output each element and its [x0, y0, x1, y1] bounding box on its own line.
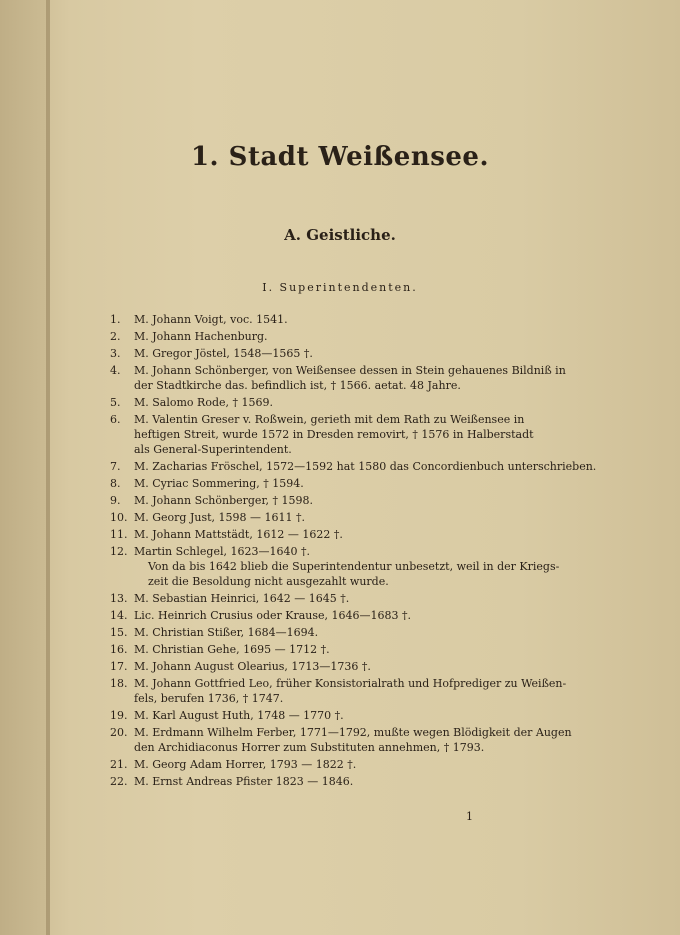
- entry-text: M. Georg Adam Horrer, 1793 — 1822 †.: [134, 758, 357, 771]
- entry-number: 9.: [110, 494, 121, 507]
- entry-text: M. Johann Mattstädt, 1612 — 1622 †.: [134, 528, 343, 541]
- entry-text: M. Zacharias Fröschel, 1572—1592 hat 1580 das Concordienbuch unterschrieben.: [134, 460, 597, 473]
- entry-number: 2.: [110, 330, 121, 343]
- page-title: 1. Stadt Weißensee.: [190, 142, 490, 172]
- entry-text: M. Christian Stißer, 1684—1694.: [134, 626, 319, 639]
- list-item: [110, 527, 610, 542]
- entry-number: 15.: [110, 626, 128, 639]
- entry-list: [110, 312, 610, 791]
- list-item: [110, 476, 610, 491]
- entry-text: Lic. Heinrich Crusius oder Krause, 1646—1683 †.: [134, 609, 412, 622]
- list-item: [110, 493, 610, 508]
- entry-text: der Stadtkirche das. befindlich ist, † 1566. aetat. 48 Jahre.: [134, 379, 461, 392]
- list-item: [110, 725, 610, 755]
- list-item: [110, 329, 610, 344]
- entry-number: 16.: [110, 643, 128, 656]
- entry-number: 13.: [110, 592, 128, 605]
- entry-text: M. Johann August Olearius, 1713—1736 †.: [134, 660, 371, 673]
- entry-number: 3.: [110, 347, 121, 360]
- entry-text: M. Ernst Andreas Pfister 1823 — 1846.: [134, 775, 354, 788]
- entry-number: 8.: [110, 477, 121, 490]
- entry-number: 11.: [110, 528, 128, 541]
- entry-text: heftigen Streit, wurde 1572 in Dresden removirt, † 1576 in Halberstadt: [134, 428, 534, 441]
- entry-text: Martin Schlegel, 1623—1640 †.: [134, 545, 310, 558]
- list-item: [110, 363, 610, 393]
- entry-text: M. Gregor Jöstel, 1548—1565 †.: [134, 347, 313, 360]
- list-item: [110, 346, 610, 361]
- entry-text: Von da bis 1642 blieb die Superintendentur unbesetzt, weil in der Kriegs-: [148, 560, 560, 573]
- entry-number: 5.: [110, 396, 121, 409]
- entry-text: M. Karl August Huth, 1748 — 1770 †.: [134, 709, 344, 722]
- entry-text: M. Georg Just, 1598 — 1611 †.: [134, 511, 305, 524]
- list-item: [110, 676, 610, 706]
- list-item: [110, 544, 610, 589]
- page-number: 1: [466, 810, 473, 823]
- list-item: [110, 642, 610, 657]
- entry-text: den Archidiaconus Horrer zum Substituten annehmen, † 1793.: [134, 741, 485, 754]
- entry-text: M. Valentin Greser v. Roßwein, gerieth mit dem Rath zu Weißensee in: [134, 413, 525, 426]
- entry-text: M. Johann Hachenburg.: [134, 330, 268, 343]
- entry-text: M. Johann Voigt, voc. 1541.: [134, 313, 288, 326]
- entry-number: 10.: [110, 511, 128, 524]
- entry-text: M. Johann Schönberger, † 1598.: [134, 494, 313, 507]
- entry-text: als General-Superintendent.: [134, 443, 292, 456]
- entry-number: 18.: [110, 677, 128, 690]
- list-item: [110, 459, 610, 474]
- entry-number: 4.: [110, 364, 121, 377]
- entry-number: 7.: [110, 460, 121, 473]
- entry-text: M. Salomo Rode, † 1569.: [134, 396, 273, 409]
- entry-number: 19.: [110, 709, 128, 722]
- entry-number: 22.: [110, 775, 128, 788]
- list-item: [110, 659, 610, 674]
- entry-text: M. Sebastian Heinrici, 1642 — 1645 †.: [134, 592, 350, 605]
- entry-text: M. Johann Schönberger, von Weißensee dessen in Stein gehauenes Bildniß in: [134, 364, 566, 377]
- list-item: [110, 708, 610, 723]
- entry-number: 20.: [110, 726, 128, 739]
- entry-text: M. Cyriac Sommering, † 1594.: [134, 477, 304, 490]
- entry-text: zeit die Besoldung nicht ausgezahlt wurde.: [148, 575, 389, 588]
- entry-text: M. Johann Gottfried Leo, früher Konsistorialrath und Hofprediger zu Weißen-: [134, 677, 567, 690]
- entry-text: M. Erdmann Wilhelm Ferber, 1771—1792, mußte wegen Blödigkeit der Augen: [134, 726, 572, 739]
- list-item: [110, 625, 610, 640]
- list-item: [110, 757, 610, 772]
- list-item: [110, 510, 610, 525]
- list-item: [110, 412, 610, 457]
- list-item: [110, 591, 610, 606]
- list-item: [110, 312, 610, 327]
- entry-number: 6.: [110, 413, 121, 426]
- section-heading: A. Geistliche.: [284, 226, 396, 244]
- list-item: [110, 395, 610, 410]
- list-item: [110, 774, 610, 789]
- entry-number: 21.: [110, 758, 128, 771]
- page-gutter-shadow: [0, 0, 46, 935]
- entry-number: 14.: [110, 609, 128, 622]
- entry-text: M. Christian Gehe, 1695 — 1712 †.: [134, 643, 330, 656]
- list-item: [110, 608, 610, 623]
- page-binding-edge: [46, 0, 50, 935]
- entry-number: 17.: [110, 660, 128, 673]
- subsection-heading: I. Superintendenten.: [262, 281, 418, 294]
- entry-number: 1.: [110, 313, 121, 326]
- entry-text: fels, berufen 1736, † 1747.: [134, 692, 284, 705]
- entry-number: 12.: [110, 545, 128, 558]
